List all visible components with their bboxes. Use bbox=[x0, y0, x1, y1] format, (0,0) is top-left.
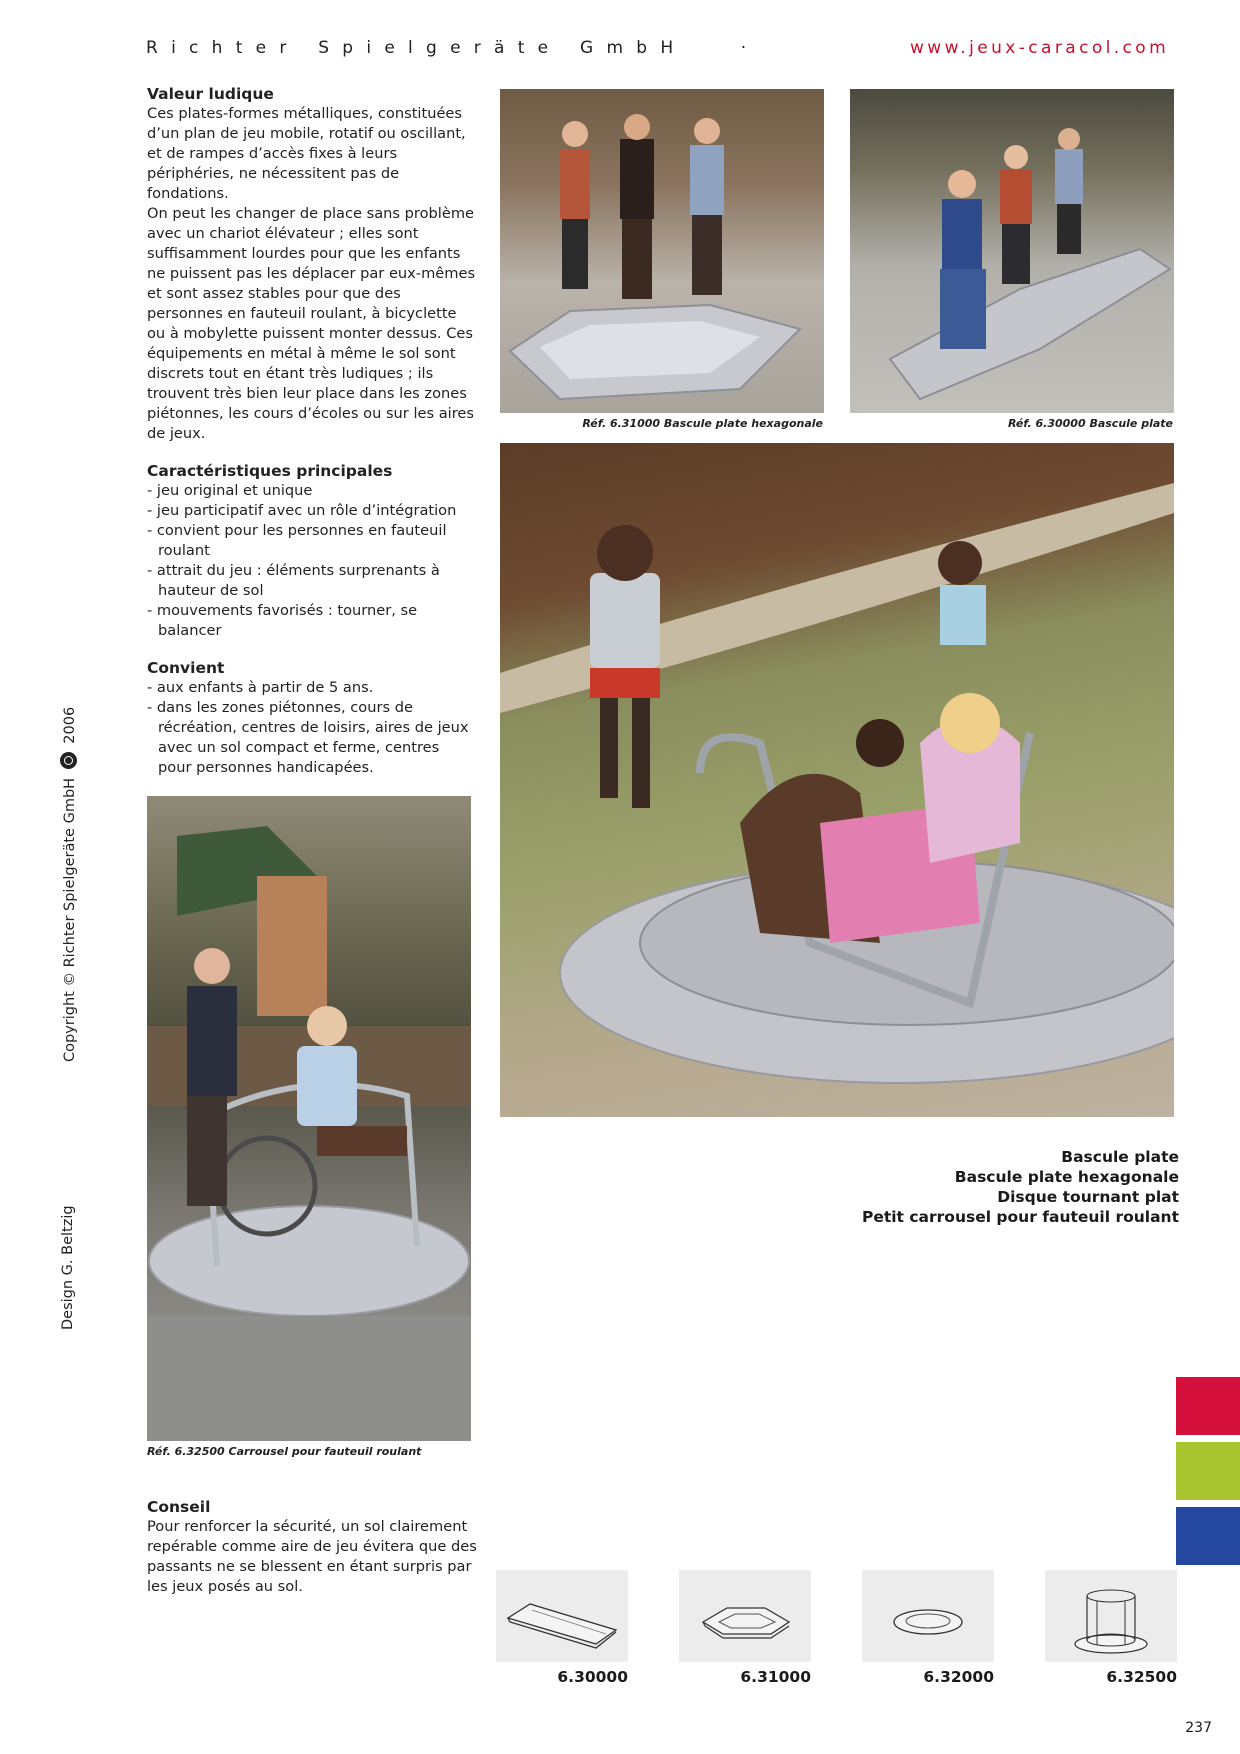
caracteristiques-list bbox=[147, 481, 477, 641]
photo-hexagonal-seesaw bbox=[500, 89, 824, 413]
product-name: Disque tournant plat bbox=[997, 1188, 1179, 1206]
product-code: 6.32000 bbox=[923, 1668, 994, 1686]
section-title-convient: Convient bbox=[147, 659, 225, 677]
thumb-wheelchair-carousel bbox=[1045, 1570, 1177, 1662]
conseil-section bbox=[147, 1497, 477, 1597]
page-number: 237 bbox=[1185, 1720, 1212, 1736]
flat-turntable-icon bbox=[862, 1570, 994, 1662]
thumb-hexagonal-seesaw bbox=[679, 1570, 811, 1662]
header-separator: · bbox=[740, 38, 760, 58]
product-code: 6.31000 bbox=[740, 1668, 811, 1686]
valeur-paragraph-2: On peut les changer de place sans problème avec un chariot élévateur ; elles sont suffisamment lourdes pour que les enfants ne puissent pas les déplacer par eux-mêmes et sont assez stables pour que des personnes en fauteuil roulant, à bicyclette ou à mobylette puissent monter dessus. Ces équipements en métal à même le sol sont discrets tout en étant très ludiques ; ils trouvent très bien leur place dans les zones piétonnes, les cours d’écoles ou sur les aires de jeux. bbox=[147, 205, 476, 442]
richter-logo-icon bbox=[60, 752, 77, 769]
color-tab-blue bbox=[1176, 1507, 1240, 1565]
text-column bbox=[147, 84, 477, 778]
list-item: - aux enfants à partir de 5 ans. bbox=[147, 679, 374, 696]
photo-turntable bbox=[500, 443, 1174, 1117]
thumb-flat-seesaw bbox=[496, 1570, 628, 1662]
product-name: Petit carrousel pour fauteuil roulant bbox=[861, 1208, 1179, 1226]
hexagonal-seesaw-icon bbox=[679, 1570, 811, 1662]
product-list bbox=[862, 1147, 1179, 1227]
product-name: Bascule plate bbox=[1061, 1148, 1179, 1166]
thumb-flat-turntable bbox=[862, 1570, 994, 1662]
section-title-caracteristiques: Caractéristiques principales bbox=[147, 462, 393, 480]
copyright-note: Copyright © Richter Spielgeräte GmbH 2006 bbox=[62, 706, 78, 1062]
header-url[interactable]: www.jeux-caracol.com bbox=[910, 38, 1170, 58]
product-code: 6.30000 bbox=[557, 1668, 628, 1686]
caption-flat-seesaw: Réf. 6.30000 Bascule plate bbox=[1007, 417, 1173, 430]
caption-wheelchair: Réf. 6.32500 Carrousel pour fauteuil roulant bbox=[147, 1445, 422, 1458]
convient-list bbox=[147, 678, 477, 778]
wheelchair-carousel-icon bbox=[1045, 1570, 1177, 1662]
list-item: - attrait du jeu : éléments surprenants à hauteur de sol bbox=[147, 562, 440, 599]
photo-flat-seesaw bbox=[850, 89, 1174, 413]
product-code: 6.32500 bbox=[1106, 1668, 1177, 1686]
list-item: - jeu original et unique bbox=[147, 482, 313, 499]
list-item: - dans les zones piétonnes, cours de récréation, centres de loisirs, aires de jeux avec un sol compact et ferme, centres pour personnes handicapées. bbox=[147, 699, 469, 776]
header-company: Richter Spielgeräte GmbH · bbox=[146, 38, 760, 58]
conseil-text: Pour renforcer la sécurité, un sol clairement repérable comme aire de jeu évitera que des passants ne se blessent en étant surpris par les jeux posés au sol. bbox=[147, 1518, 477, 1595]
photo-wheelchair-carousel bbox=[147, 796, 471, 1441]
list-item: - jeu participatif avec un rôle d’intégration bbox=[147, 502, 457, 519]
color-tab-red bbox=[1176, 1377, 1240, 1435]
list-item: - convient pour les personnes en fauteuil roulant bbox=[147, 522, 447, 559]
list-item: - mouvements favorisés : tourner, se balancer bbox=[147, 602, 418, 639]
product-name: Bascule plate hexagonale bbox=[954, 1168, 1179, 1186]
color-tab-green bbox=[1176, 1442, 1240, 1500]
design-credit: Design G. Beltzig bbox=[60, 1205, 76, 1330]
section-title-valeur: Valeur ludique bbox=[147, 85, 274, 103]
valeur-paragraph-1: Ces plates-formes métalliques, constituées d’un plan de jeu mobile, rotatif ou oscillant, et de rampes d’accès fixes à leurs périphéries, ne nécessitent pas de fondations. bbox=[147, 105, 466, 202]
flat-seesaw-icon bbox=[496, 1570, 628, 1662]
caption-hexagonal: Réf. 6.31000 Bascule plate hexagonale bbox=[582, 417, 823, 430]
section-title-conseil: Conseil bbox=[147, 1498, 211, 1516]
